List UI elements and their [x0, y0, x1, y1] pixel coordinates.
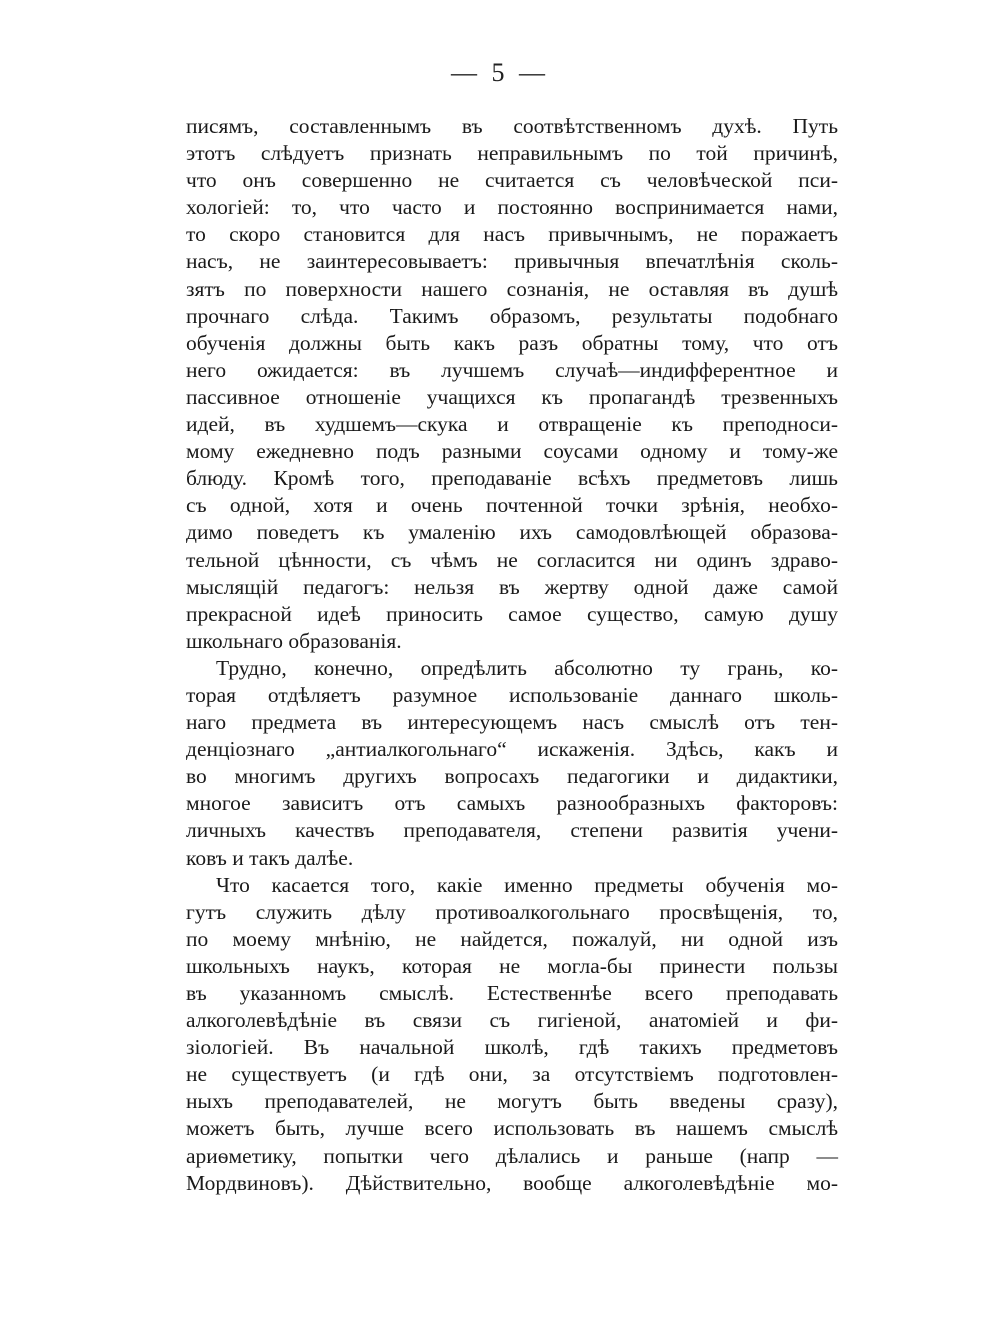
text-line: алкоголевѣдѣніе въ связи съ гигіеной, анатоміей и фи-: [186, 1008, 838, 1033]
text-line: по моему мнѣнію, не найдется, пожалуй, ни одной изъ: [186, 926, 838, 951]
text-line: школьнаго образованія.: [186, 628, 402, 653]
text-line: прочнаго слѣда. Такимъ образомъ, результаты подобнаго: [186, 303, 838, 328]
text-line: Что касается того, какіе именно предметы обученія мо-: [216, 872, 838, 897]
text-line: прекрасной идеѣ приносить самое существо, самую душу: [186, 601, 838, 626]
text-line: наго предмета въ интересующемъ насъ смыслѣ отъ тен-: [186, 710, 838, 735]
text-line: зятъ по поверхности нашего сознанія, не оставляя въ душѣ: [186, 276, 838, 301]
text-line: гутъ служить дѣлу противоалкогольнаго просвѣщенія, то,: [186, 899, 838, 924]
text-line: мому ежедневно подъ разными соусами одному и тому-же: [186, 439, 838, 464]
text-line: этотъ слѣдуетъ признать неправильнымъ по той причинѣ,: [186, 141, 838, 166]
text-line: съ одной, хотя и очень почтенной точки зрѣнія, необхо-: [186, 493, 838, 518]
text-line: ариѳметику, попытки чего дѣлались и раньше (напр —: [186, 1143, 838, 1168]
paragraph-2: [186, 655, 838, 872]
text-line: Трудно, конечно, опредѣлить абсолютно ту грань, ко-: [216, 655, 838, 680]
paragraph-1: [186, 113, 838, 655]
text-line: торая отдѣляетъ разумное использованіе даннаго школь-: [186, 682, 838, 707]
page-number: — 5 —: [451, 58, 549, 87]
text-line: блюду. Кромѣ того, преподаваніе всѣхъ предметовъ лишь: [186, 466, 838, 491]
text-line: обученія должны быть какъ разъ обратны тому, что отъ: [186, 330, 838, 355]
text-line: не существуетъ (и гдѣ они, за отсутствіемъ подготовлен-: [186, 1062, 838, 1087]
text-line: тельной цѣнности, съ чѣмъ не согласится ни одинъ здраво-: [186, 547, 838, 572]
body-text: [186, 113, 838, 1197]
text-line: во многимъ другихъ вопросахъ педагогики и дидактики,: [186, 764, 838, 789]
text-line: насъ, не заинтересовываетъ: привычныя впечатлѣнія сколь-: [186, 249, 838, 274]
paragraph-3: [186, 872, 838, 1197]
text-line: многое зависитъ отъ самыхъ разнообразныхъ факторовъ:: [186, 791, 838, 816]
text-line: личныхъ качествъ преподавателя, степени развитія учени-: [186, 818, 838, 843]
text-line: писямъ, составленнымъ въ соотвѣтственномъ духѣ. Путь: [186, 114, 838, 138]
text-line: мыслящій педагогъ: нельзя въ жертву одной даже самой: [186, 574, 838, 599]
text-line: можетъ быть, лучше всего использовать въ нашемъ смыслѣ: [186, 1116, 838, 1141]
text-line: въ указанномъ смыслѣ. Естественнѣе всего преподавать: [186, 981, 838, 1005]
text-line: ныхъ преподавателей, не могутъ быть введены сразу),: [186, 1089, 838, 1114]
text-line: ковъ и такъ далѣе.: [186, 845, 354, 870]
text-line: пассивное отношеніе учащихся къ пропагандѣ трезвенныхъ: [186, 384, 838, 409]
text-line: Мордвиновъ). Дѣйствительно, вообще алкоголевѣдѣніе мо-: [186, 1170, 838, 1195]
text-line: хологіей: то, что часто и постоянно воспринимается нами,: [186, 195, 838, 220]
text-line: то скоро становится для насъ привычнымъ, не поражаетъ: [186, 222, 838, 247]
text-line: димо поведетъ къ умаленію ихъ самодовлѣющей образова-: [186, 520, 838, 545]
text-line: что онъ совершенно не считается съ человѣческой пси-: [186, 168, 838, 193]
text-line: него ожидается: въ лучшемъ случаѣ—индифферентное и: [186, 357, 838, 382]
text-line: зіологіей. Въ начальной школѣ, гдѣ такихъ предметовъ: [186, 1035, 838, 1060]
text-line: школьныхъ наукъ, которая не могла-бы принести пользы: [186, 953, 838, 978]
text-line: денціознаго „антиалкогольнаго“ искаженія. Здѣсь, какъ и: [186, 737, 838, 762]
text-line: идей, въ худшемъ—скука и отвращеніе къ преподноси-: [186, 412, 838, 437]
